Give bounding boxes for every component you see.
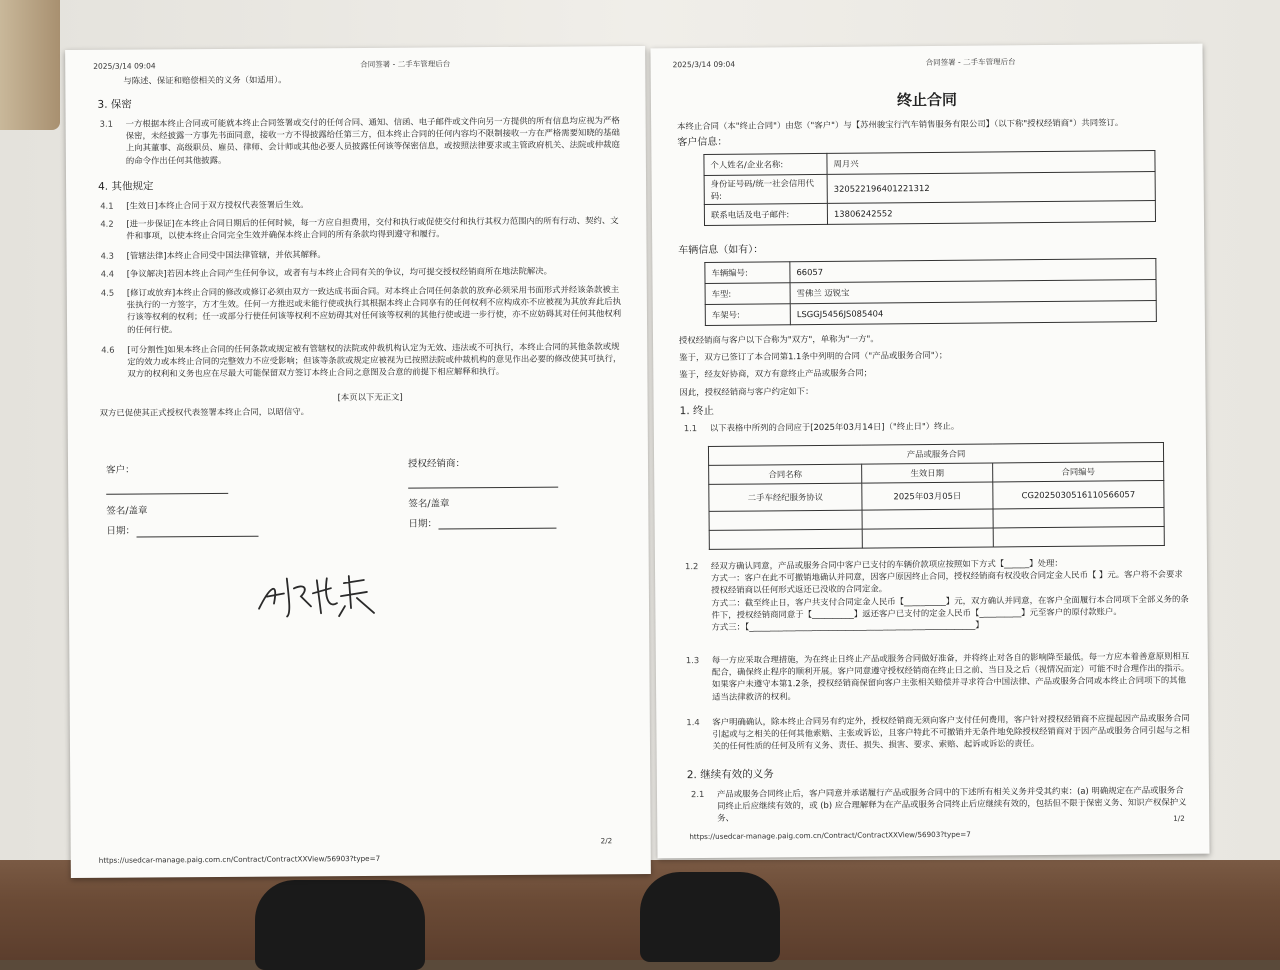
party-definition: 授权经销商与客户以下合称为"双方"，单称为"一方"。 [678, 333, 879, 346]
clause-number: 4.4 [100, 268, 115, 279]
table-label: 个人姓名/企业名称: [704, 153, 827, 175]
clause-text: [进一步保证]在本终止合同日期后的任何时候，每一方应自担费用，交付和执行或促使交付和执行其权力范围内的所有行动、契约、文件和事项，以使本终止合同完全生效并确保本终止合同的所有条款均得到遵守和履行。 [126, 215, 619, 241]
table-row [709, 480, 1164, 511]
customer-sign-line [106, 493, 228, 495]
witness-line: 双方已促使其正式授权代表签署本终止合同，以昭信守。 [99, 406, 310, 418]
intro-line: 与陈述、保证和赔偿相关的义务（如适用）。 [123, 74, 287, 86]
clause-text: 经双方确认同意，产品或服务合同中客户已支付的车辆价款项应按照如下方式【______】处理： [710, 557, 1063, 571]
clause-number: 4.2 [100, 218, 114, 229]
contract-intro: 本终止合同（本"终止合同"）由您（"客户"）与【苏州骏宝行汽车销售服务有限公司】（以下称"授权经销商"）共同签订。 [677, 117, 1124, 132]
clause-option-1: 方式一：客户在此不可撤销地确认并同意，因客户原因终止合同，授权经销商有权没收合同定金人民币【 】元。客户将不会要求授权经销商以任何形式返还已没收的合同定金。 [711, 568, 1183, 596]
table-label: 身份证号码/统一社会信用代码: [704, 174, 827, 204]
column-header: 合同名称 [709, 464, 862, 484]
contract-page-1 [650, 44, 1209, 859]
clause-3-1 [100, 114, 626, 166]
customer-info-title: 客户信息： [677, 136, 728, 149]
contract-title: 终止合同 [896, 90, 958, 110]
clause-1-2 [685, 556, 1192, 634]
dealer-date-label: 日期： [408, 518, 437, 530]
clause-text: 每一方应采取合理措施，为在终止日终止产品或服务合同做好准备，并将终止对各自的影响降至最低。每一方应本着善意原则相互配合，确保终止程序的顺利开展。客户同意遵守授权经销商在终止日之前、当日及之后（视情况而定）可能不时合理作出的指示。如果客户未遵守本第1.2条，授权经销商保留向客户主张相关赔偿并寻求符合中国法律、产品或服务合同或本终止合同项下的其他适当法律救济的权利。 [711, 650, 1190, 702]
clause-4-5 [101, 283, 627, 335]
clause-2-1 [691, 784, 1191, 825]
clause-number: 4.1 [100, 200, 114, 211]
dealer-sign-line [408, 487, 558, 489]
clause-number: 1.3 [685, 655, 700, 666]
clause-text: [可分割性]如果本终止合同的任何条款或规定被有管辖权的法院或仲裁机构认定为无效、违法或不可执行，本终止合同的其他条款或规定的效力或本终止合同的完整效力不应受影响；但该等条款或规定应被视为已按照法院或仲裁机构的意见作出必要的修改使其可执行，双方的权利和义务也应在尽最大可能保留双方签订本终止合同之意图及合意的前提下相应解释和执行。 [127, 341, 622, 379]
table-label: 车型: [705, 283, 790, 305]
clause-number: 1.4 [686, 717, 700, 728]
clause-4-1 [100, 196, 626, 212]
clause-number: 4.5 [100, 287, 115, 298]
page-header-title: 合同签署 - 二手车管理后台 [925, 57, 1016, 68]
clause-text: 客户明确确认，除本终止合同另有约定外，授权经销商无须向客户支付任何费用，客户针对授权经销商不应提起因产品或服务合同引起或与之相关的任何其他索赔、主张或诉讼，且客户特此不可撤销并无条件地免除授权经销商对于因产品或服务合同引起与之相关的任何性质的任何及所有义务、责任、损失、损害、要求、索赔、起诉或诉讼的责任。 [712, 712, 1190, 752]
contract-page-2 [65, 46, 651, 878]
table-label: 联系电话及电子邮件: [704, 204, 827, 226]
table-title: 产品或服务合同 [708, 442, 1163, 465]
table-label: 车辆编号: [705, 262, 790, 284]
clause-number: 1.2 [684, 561, 699, 572]
vehicle-info-table [704, 258, 1157, 326]
clause-text: [生效日]本终止合同于双方授权代表签署后生效。 [126, 199, 309, 211]
dealer-date-line [438, 528, 556, 530]
customer-date-line [137, 536, 259, 538]
clause-1-4 [686, 712, 1192, 753]
clause-text: 一方根据本终止合同或可能就本终止合同签署或交付的任何合同、通知、信函、电子邮件或文件向另一方提供的所有信息均应视为严格保密，未经披露一方事先书面同意，接收一方不得披露给任第三方，但本终止合同的任何内容均不限制接收一方在严格需要知晓的基础上向其董事、高级职员、雇员、律师、会计师或其他必要人员披露任何该等保密信息，或按照法律要求或主管政府机关、法院或仲裁庭的命令作出任何其他披露。 [125, 115, 620, 166]
clause-4-6 [101, 340, 627, 380]
end-of-text-note: [本页以下无正文] [337, 391, 403, 403]
book-corner [0, 0, 60, 130]
table-value: 320522196401221312 [827, 172, 1155, 204]
dealer-sign-label: 签名/盖章 [408, 498, 450, 510]
table-cell: 二手车经纪服务协议 [709, 483, 862, 511]
table-cell: 2025年03月05日 [862, 482, 993, 510]
section-1-title: 1. 终止 [679, 404, 715, 418]
page-timestamp: 2025/3/14 09:04 [672, 59, 736, 70]
table-row-empty [709, 526, 1164, 549]
clause-text: 产品或服务合同终止后，客户同意并承诺履行产品或服务合同中的下述所有相关义务并受其约束：(a) 明确规定在产品或服务合同终止后应继续有效的，或 (b) 应合理解释为在产品或服务合同终止后应继续有效的，包括但不限于保密义务、知识产权保护义务、 [716, 784, 1187, 824]
table-value: 雪佛兰 迈锐宝 [790, 280, 1156, 304]
shoe-left [255, 880, 425, 970]
table-row [705, 301, 1156, 326]
section-2-title: 2. 继续有效的义务 [686, 768, 774, 782]
table-cell: CG2025030516110566057 [993, 480, 1164, 508]
clause-text: [争议解决]若因本终止合同产生任何争议，或者有与本终止合同有关的争议，均可提交授权经销商所在地法院解决。 [126, 265, 552, 279]
clause-option-2: 方式二：截至终止日，客户共支付合同定金人民币【__________】元，双方确认并同意，在客户全面履行本合同项下全部义务的条件下，授权经销商同意于【__________】返还客户已支付的定金人民币【__________】元至客户的原付款账户。 [711, 593, 1189, 620]
clause-4-4 [101, 264, 627, 280]
customer-info-table [703, 150, 1156, 226]
clause-text: [管辖法律]本终止合同受中国法律管辖，并依其解释。 [126, 249, 326, 261]
page-header-title: 合同签署 - 二手车管理后台 [360, 59, 451, 69]
customer-label: 客户： [106, 464, 135, 476]
table-row [704, 172, 1155, 205]
customer-sign-label: 签名/盖章 [106, 505, 148, 517]
therefore-line: 因此，授权经销商与客户约定如下： [679, 386, 814, 398]
whereas-1: 鉴于，双方已签订了本合同第1.1条中列明的合同（"产品或服务合同"）； [679, 349, 948, 363]
clause-text: [修订或放弃]本终止合同的修改或修订必须由双方一致达成书面合同。对本终止合同任何条款的放弃必须采用书面形式并经该条款被主张执行的一方签字，方才生效。任何一方推迟或未能行使或执行其根据本终止合同享有的任何权利不应构成亦不应被视为其放弃此后执行该等权利的权利；任一或部分行使任何该等权利不应妨碍其对任何该等权利的其他行使或进一步行使，亦不应妨碍其对任何其他权利的任何行使。 [126, 284, 622, 335]
clause-1-1 [684, 418, 1184, 435]
clause-number: 1.1 [683, 423, 698, 434]
clause-4-2 [100, 214, 626, 242]
dealer-label: 授权经销商： [407, 458, 466, 470]
table-value: LSGGJ5456JS085404 [790, 301, 1156, 325]
clause-1-3 [686, 650, 1192, 703]
table-value: 66057 [790, 259, 1156, 283]
table-label: 车架号: [705, 304, 790, 326]
handwritten-signature [249, 558, 409, 629]
whereas-2: 鉴于，经友好协商，双方有意终止产品或服务合同； [679, 367, 872, 380]
clause-number: 2.1 [690, 788, 705, 800]
clause-number: 3.1 [99, 118, 113, 129]
column-header: 合同编号 [993, 461, 1164, 481]
clause-4-3 [101, 246, 627, 262]
shoe-right [640, 872, 780, 962]
page-number: 1/2 [1173, 813, 1185, 823]
table-row [704, 201, 1155, 226]
clause-number: 4.3 [100, 250, 114, 261]
page-timestamp: 2025/3/14 09:04 [93, 61, 156, 71]
table-value: 13806242552 [827, 201, 1155, 225]
section-3-title: 3. 保密 [97, 98, 132, 111]
column-header: 生效日期 [862, 463, 993, 483]
section-4-title: 4. 其他规定 [98, 180, 154, 193]
page-url: https://usedcar-manage.paig.com.cn/Contract/ContractXXView/56903?type=7 [689, 829, 971, 842]
table-value: 周月兴 [827, 151, 1155, 175]
page-number: 2/2 [600, 836, 613, 846]
customer-date-label: 日期： [106, 525, 136, 537]
vehicle-info-title: 车辆信息（如有）： [678, 244, 764, 257]
clause-text: 以下表格中所列的合同应于[2025年03月14日]（"终止日"）终止。 [709, 420, 960, 433]
page-url: https://usedcar-manage.paig.com.cn/Contract/ContractXXView/56903?type=7 [98, 853, 381, 865]
clause-option-3: 方式三：【______________________________________________________】 [711, 619, 984, 632]
service-contract-table [708, 442, 1165, 550]
clause-number: 4.6 [101, 344, 115, 355]
